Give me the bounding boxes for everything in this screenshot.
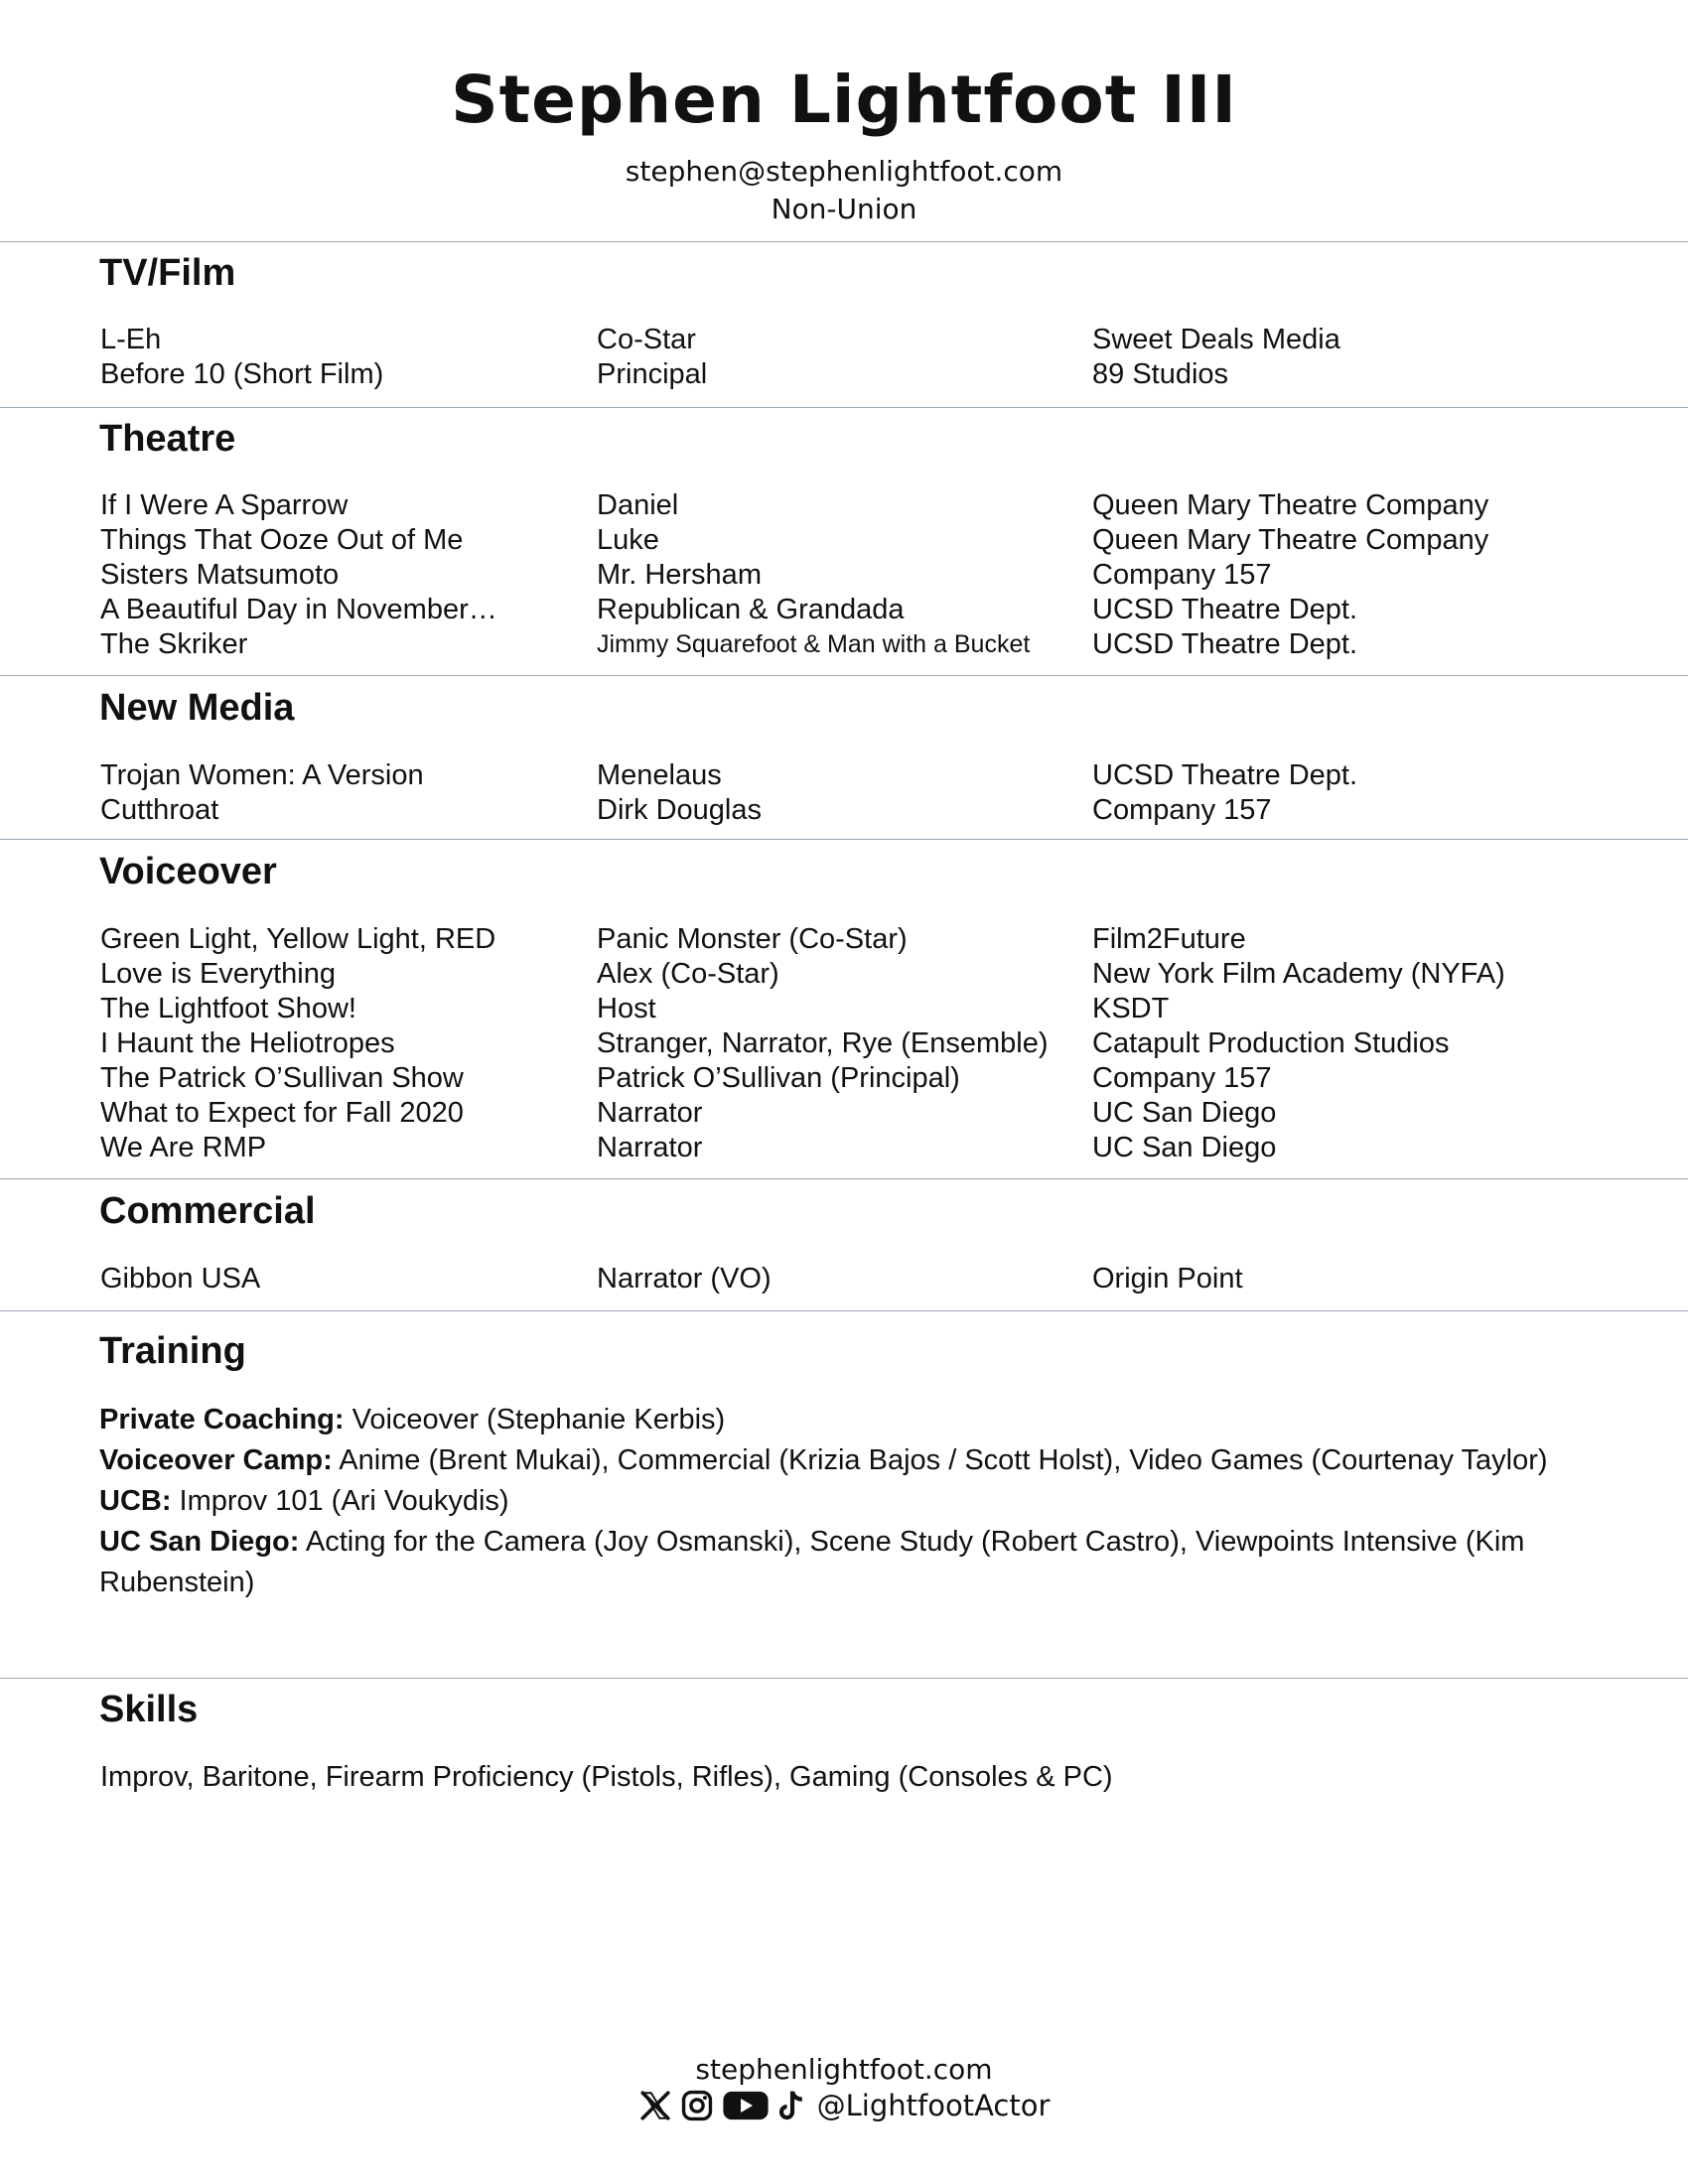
credit-company: Sweet Deals Media [1092, 324, 1340, 355]
section-divider [0, 1310, 1688, 1311]
credit-company: Queen Mary Theatre Company [1092, 489, 1489, 521]
credit-company: New York Film Academy (NYFA) [1092, 958, 1505, 990]
section-heading-skills: Skills [99, 1689, 199, 1730]
footer-website[interactable]: stephenlightfoot.com [695, 2053, 993, 2086]
contact-email[interactable]: stephen@stephenlightfoot.com [625, 155, 1063, 188]
credit-company: Film2Future [1092, 923, 1246, 955]
credit-company: Company 157 [1092, 794, 1272, 826]
training-label: Voiceover Camp: [99, 1444, 333, 1476]
training-text: Improv 101 (Ari Voukydis) [171, 1485, 509, 1517]
credit-company: Company 157 [1092, 1062, 1272, 1094]
training-text: Voiceover (Stephanie Kerbis) [344, 1404, 726, 1435]
credit-role: Panic Monster (Co-Star) [597, 923, 908, 955]
training-label: UCB: [99, 1485, 172, 1517]
training-item [99, 1481, 1589, 1522]
section-divider [0, 839, 1688, 840]
credit-role: Host [597, 993, 656, 1024]
training-list [99, 1400, 1589, 1603]
credit-role: Narrator [597, 1132, 703, 1163]
credit-company: Queen Mary Theatre Company [1092, 524, 1489, 556]
union-status: Non-Union [771, 193, 917, 225]
section-heading-theatre: Theatre [99, 418, 236, 460]
credit-role: Dirk Douglas [597, 794, 762, 826]
credit-title: If I Were A Sparrow [100, 489, 349, 521]
section-divider [0, 675, 1688, 676]
credit-company: UCSD Theatre Dept. [1092, 759, 1358, 791]
credit-title: I Haunt the Heliotropes [100, 1027, 395, 1059]
training-label: Private Coaching: [99, 1404, 345, 1435]
training-item [99, 1400, 1589, 1440]
tiktok-icon[interactable] [777, 2089, 807, 2122]
social-links [0, 2089, 1688, 2122]
credit-title: Before 10 (Short Film) [100, 358, 384, 390]
section-heading-tvfilm: TV/Film [99, 252, 236, 294]
credit-company: UC San Diego [1092, 1132, 1277, 1163]
credit-title: L-Eh [100, 324, 162, 355]
credit-company: Origin Point [1092, 1263, 1243, 1295]
training-text: Acting for the Camera (Joy Osmanski), Scene Study (Robert Castro), Viewpoints Intensive (Kim Rubenstein) [99, 1526, 1525, 1598]
youtube-icon[interactable] [722, 2089, 770, 2122]
social-handle[interactable]: @LightfootActor [816, 2089, 1051, 2122]
credit-title: What to Expect for Fall 2020 [100, 1097, 464, 1129]
credit-title: We Are RMP [100, 1132, 267, 1163]
credit-title: The Patrick O’Sullivan Show [100, 1062, 464, 1094]
credit-title: Trojan Women: A Version [100, 759, 424, 791]
credit-role: Co-Star [597, 324, 696, 355]
credit-company: UCSD Theatre Dept. [1092, 628, 1358, 660]
credit-role: Jimmy Squarefoot & Man with a Bucket [597, 630, 1031, 658]
credit-company: UCSD Theatre Dept. [1092, 594, 1358, 625]
x-icon[interactable] [638, 2089, 672, 2122]
training-text: Anime (Brent Mukai), Commercial (Krizia Bajos / Scott Holst), Video Games (Courtenay Taylor) [332, 1444, 1548, 1476]
credit-title: Love is Everything [100, 958, 336, 990]
credit-title: Cutthroat [100, 794, 219, 826]
credit-role: Republican & Grandada [597, 594, 905, 625]
credit-role: Stranger, Narrator, Rye (Ensemble) [597, 1027, 1049, 1059]
skills-text: Improv, Baritone, Firearm Proficiency (Pistols, Rifles), Gaming (Consoles & PC) [100, 1761, 1113, 1793]
credit-company: KSDT [1092, 993, 1170, 1024]
credit-company: UC San Diego [1092, 1097, 1277, 1129]
training-item [99, 1522, 1589, 1603]
training-item [99, 1440, 1589, 1481]
credit-company: Catapult Production Studios [1092, 1027, 1450, 1059]
training-label: UC San Diego: [99, 1526, 300, 1558]
credit-role: Patrick O’Sullivan (Principal) [597, 1062, 960, 1094]
section-divider [0, 241, 1688, 242]
credit-title: Sisters Matsumoto [100, 559, 340, 591]
credit-role: Narrator (VO) [597, 1263, 772, 1295]
section-divider [0, 1178, 1688, 1179]
credit-role: Luke [597, 524, 659, 556]
section-divider [0, 1678, 1688, 1679]
resume-name: Stephen Lightfoot III [451, 62, 1237, 138]
section-heading-commercial: Commercial [99, 1190, 316, 1232]
credit-company: Company 157 [1092, 559, 1272, 591]
section-heading-training: Training [99, 1330, 246, 1372]
credit-title: A Beautiful Day in November… [100, 594, 497, 625]
credit-role: Alex (Co-Star) [597, 958, 779, 990]
section-heading-voiceover: Voiceover [99, 851, 277, 892]
credit-role: Narrator [597, 1097, 703, 1129]
credit-title: The Skriker [100, 628, 248, 660]
credit-role: Mr. Hersham [597, 559, 762, 591]
credit-title: The Lightfoot Show! [100, 993, 356, 1024]
credit-title: Gibbon USA [100, 1263, 261, 1295]
credit-title: Green Light, Yellow Light, RED [100, 923, 496, 955]
section-divider [0, 407, 1688, 408]
section-heading-newmedia: New Media [99, 687, 295, 729]
credit-role: Daniel [597, 489, 679, 521]
credit-company: 89 Studios [1092, 358, 1229, 390]
credit-role: Principal [597, 358, 708, 390]
instagram-icon[interactable] [680, 2089, 714, 2122]
credit-role: Menelaus [597, 759, 722, 791]
credit-title: Things That Ooze Out of Me [100, 524, 464, 556]
